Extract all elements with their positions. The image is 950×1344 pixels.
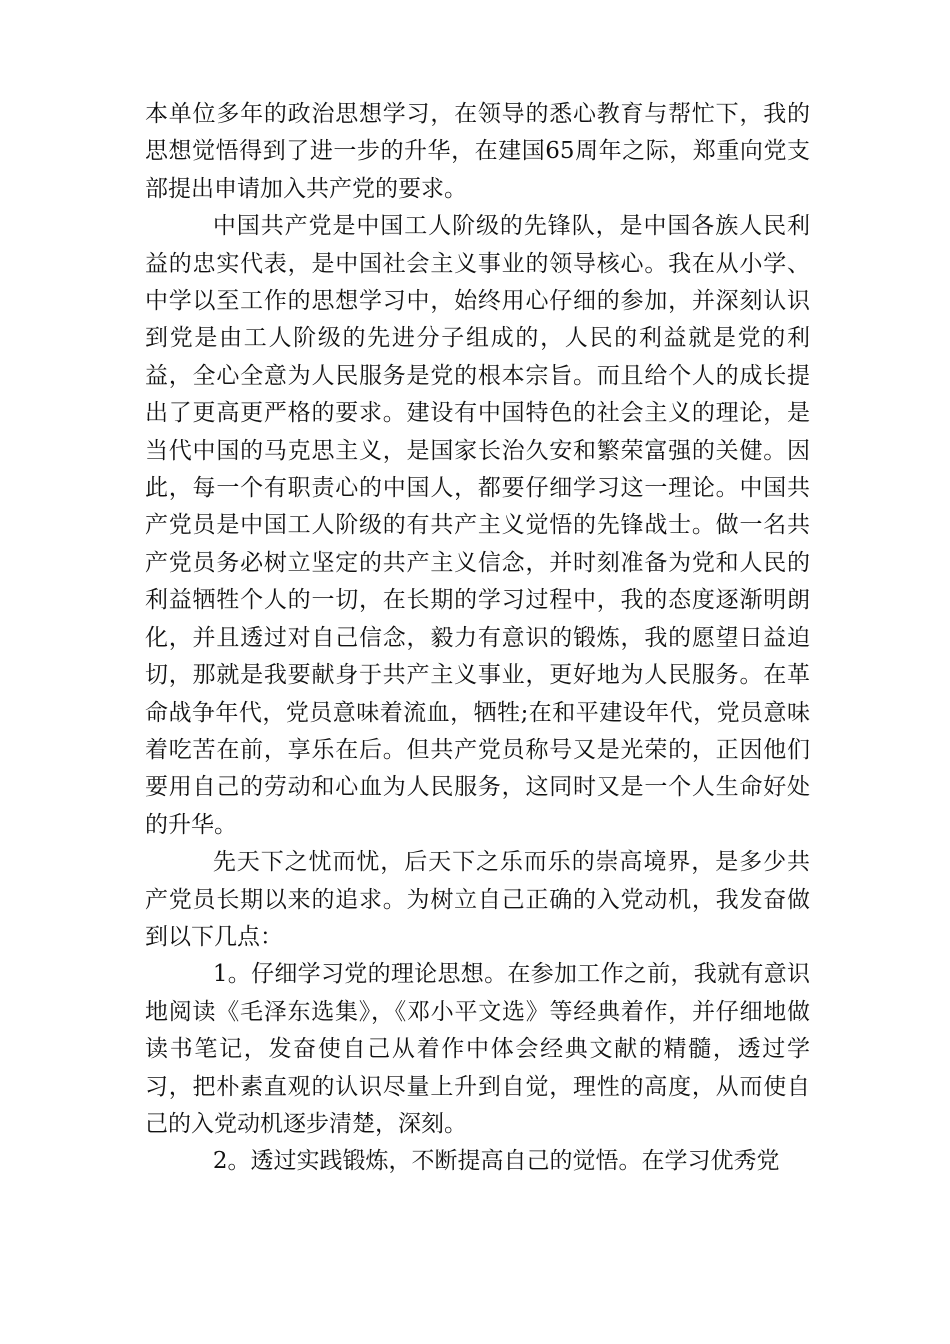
- paragraph-point-2: 2。透过实践锻炼，不断提高自己的觉悟。在学习优秀党: [212, 1148, 780, 1175]
- paragraph-point-1: 1。仔细学习党的理论思想。在参加工作之前，我就有意识地阅读《毛泽东选集》，《邓小平文选》等经典着作，并仔细地做读书笔记，发奋使自己从着作中体会经典文献的精髓，透过学习，把朴素直观的认识尽量上升到自觉，理性的高度，从而使自己的入党动机逐步清楚，深刻。: [145, 961, 810, 1137]
- paragraph-motivation: 先天下之忧而忧，后天下之乐而乐的崇高境界，是多少共产党员长期以来的追求。为树立自己正确的入党动机，我发奋做到以下几点：: [145, 849, 810, 950]
- paragraph-party-nature: 中国共产党是中国工人阶级的先锋队，是中国各族人民利益的忠实代表，是中国社会主义事业的领导核心。我在从小学、中学以至工作的思想学习中，始终用心仔细的参加，并深刻认识到党是由工人阶级的先进分子组成的，人民的利益就是党的利益，全心全意为人民服务是党的根本宗旨。而且给个人的成长提出了更高更严格的要求。建设有中国特色的社会主义的理论，是当代中国的马克思主义，是国家长治久安和繁荣富强的关健。因此，每一个有职责心的中国人，都要仔细学习这一理论。中国共产党员是中国工人阶级的有共产主义觉悟的先锋战士。做一名共产党员务必树立坚定的共产主义信念，并时刻准备为党和人民的利益牺牲个人的一切，在长期的学习过程中，我的态度逐渐明朗化，并且透过对自己信念，毅力有意识的锻炼，我的愿望日益迫切，那就是我要献身于共产主义事业，更好地为人民服务。在革命战争年代，党员意味着流血，牺牲;在和平建设年代，党员意味着吃苦在前，享乐在后。但共产党员称号又是光荣的，正因他们要用自己的劳动和心血为人民服务，这同时又是一个人生命好处的升华。: [145, 213, 810, 838]
- paragraph-intro-continuation: 本单位多年的政治思想学习，在领导的悉心教育与帮忙下，我的思想觉悟得到了进一步的升华，在建国65周年之际，郑重向党支部提出申请加入共产党的要求。: [145, 101, 810, 202]
- document-page: [145, 96, 810, 1181]
